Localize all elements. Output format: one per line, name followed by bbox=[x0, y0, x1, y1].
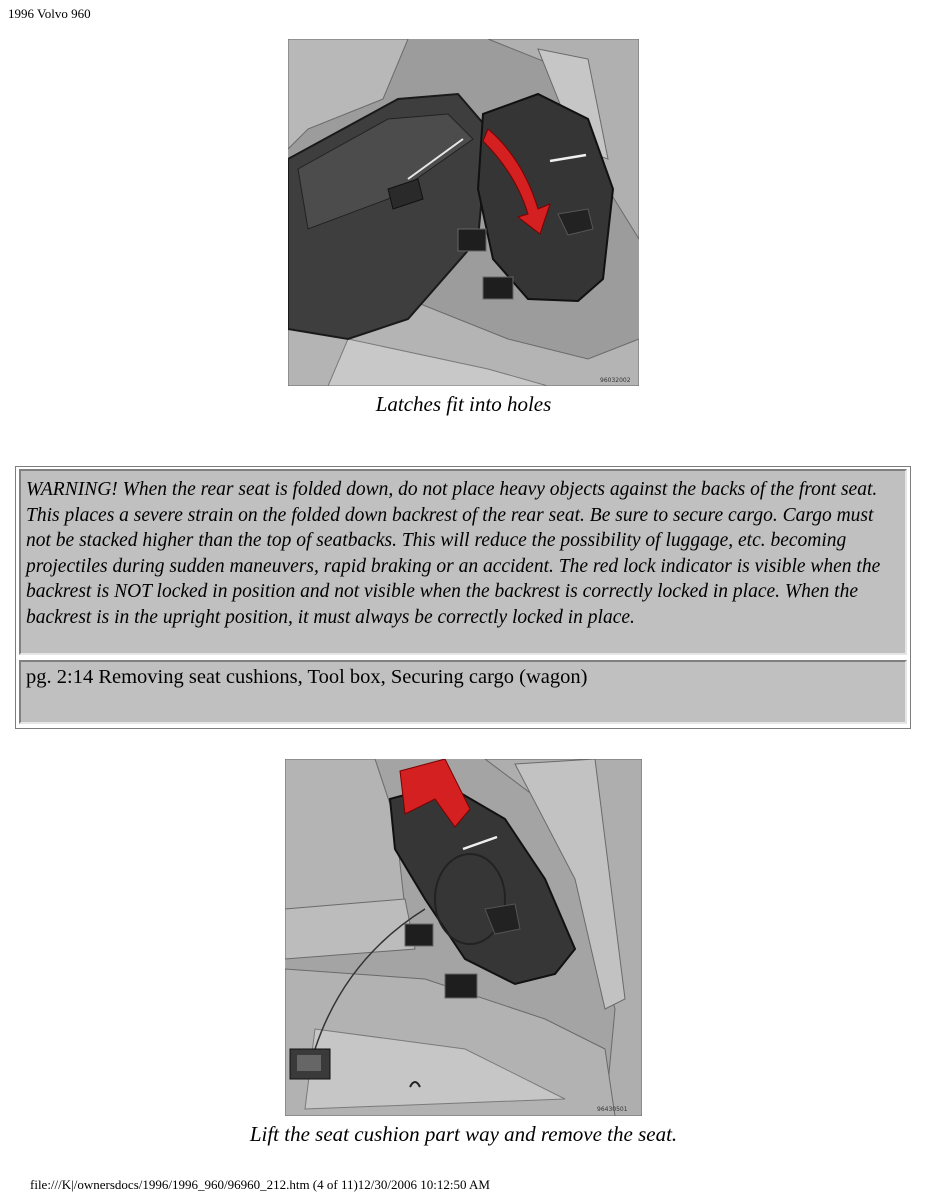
warning-cell: WARNING! When the rear seat is folded down, do not place heavy objects against the backs of the front seat. This places a severe strain on the folded down backrest of the rear seat. Be sure to secure cargo. Cargo must not be stacked higher than the top of seatbacks. This will reduce the possibility of luggage, etc. becoming projectiles during sudden maneuvers, rapid braking or an accident. The red lock indicator is visible when the backrest is NOT locked in position and not visible when the backrest is correctly locked in place. When the backrest is in the upright position, it must always be correctly locked in place. bbox=[19, 469, 907, 655]
page-reference-cell: pg. 2:14 Removing seat cushions, Tool box, Securing cargo (wagon) bbox=[19, 660, 907, 724]
figure-code: 96032002 bbox=[600, 377, 631, 384]
seat-removal-illustration bbox=[285, 759, 642, 1116]
figure-code: 96430501 bbox=[597, 1106, 628, 1113]
figure-caption: Lift the seat cushion part way and remove the seat. bbox=[249, 1122, 678, 1146]
page-header-title: 1996 Volvo 960 bbox=[8, 6, 91, 21]
seat-latches-illustration bbox=[288, 39, 639, 386]
warning-table bbox=[15, 466, 911, 729]
page-footer-path: file:///K|/ownersdocs/1996/1996_960/96960_212.htm (4 of 11)12/30/2006 10:12:50 AM bbox=[30, 1177, 490, 1192]
figure-caption: Latches fit into holes bbox=[375, 392, 552, 416]
